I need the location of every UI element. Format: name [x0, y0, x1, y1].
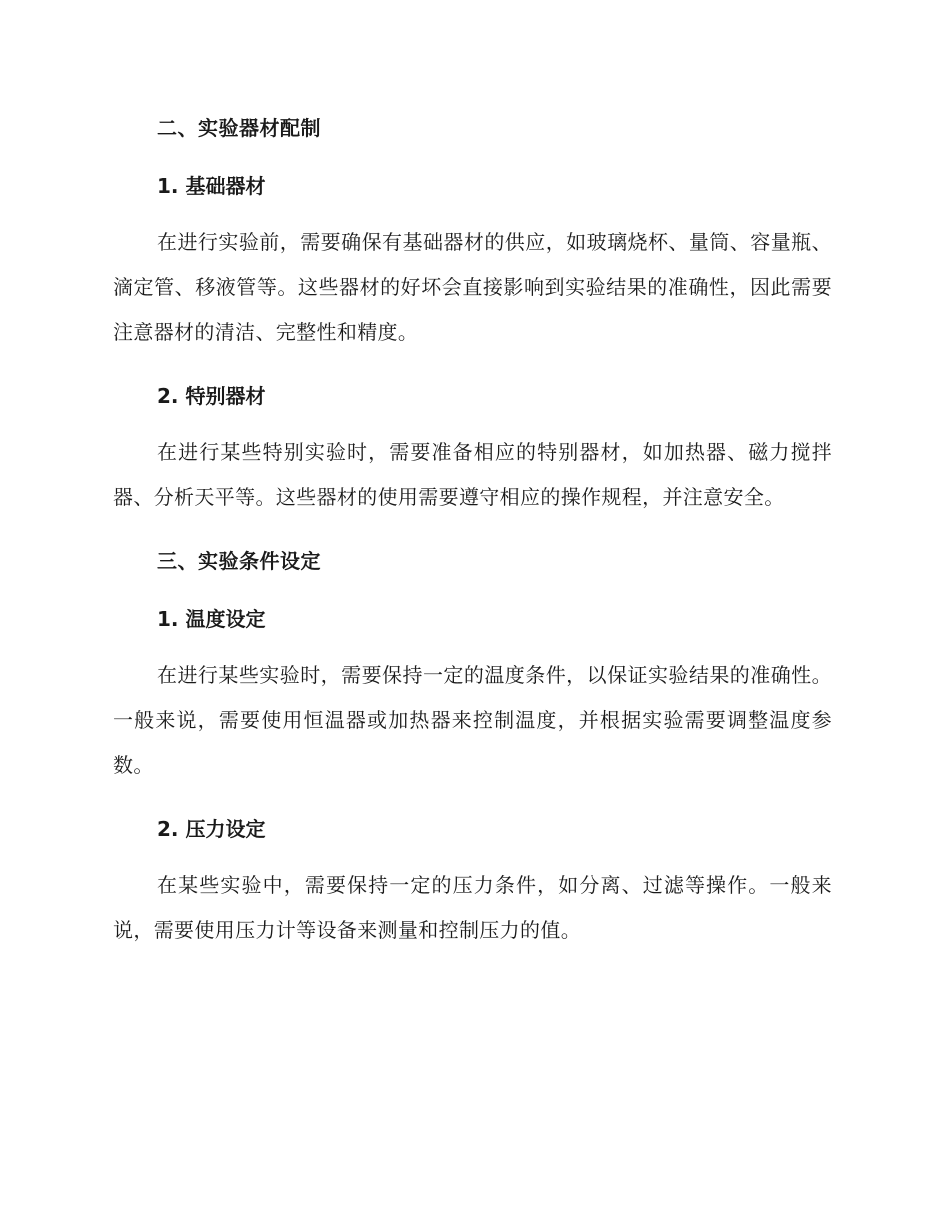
section-heading-equipment: 二、实验器材配制 — [157, 116, 321, 140]
subsection-heading-temperature: 1. 温度设定 — [157, 607, 266, 631]
paragraph-temperature: 在进行某些实验时，需要保持一定的温度条件，以保证实验结果的准确性。一般来说，需要使用恒温器或加热器来控制温度，并根据实验需要调整温度参数。 — [113, 663, 832, 777]
subsection-heading-pressure: 2. 压力设定 — [157, 817, 266, 841]
paragraph-basic-equipment: 在进行实验前，需要确保有基础器材的供应，如玻璃烧杯、量筒、容量瓶、滴定管、移液管等。这些器材的好坏会直接影响到实验结果的准确性，因此需要注意器材的清洁、完整性和精度。 — [113, 230, 832, 344]
subsection-heading-basic-equipment: 1. 基础器材 — [157, 174, 266, 198]
subsection-heading-special-equipment: 2. 特别器材 — [157, 384, 266, 408]
section-heading-conditions: 三、实验条件设定 — [157, 549, 321, 573]
paragraph-special-equipment: 在进行某些特别实验时，需要准备相应的特别器材，如加热器、磁力搅拌器、分析天平等。这些器材的使用需要遵守相应的操作规程，并注意安全。 — [113, 440, 832, 509]
paragraph-pressure: 在某些实验中，需要保持一定的压力条件，如分离、过滤等操作。一般来说，需要使用压力计等设备来测量和控制压力的值。 — [113, 873, 832, 942]
